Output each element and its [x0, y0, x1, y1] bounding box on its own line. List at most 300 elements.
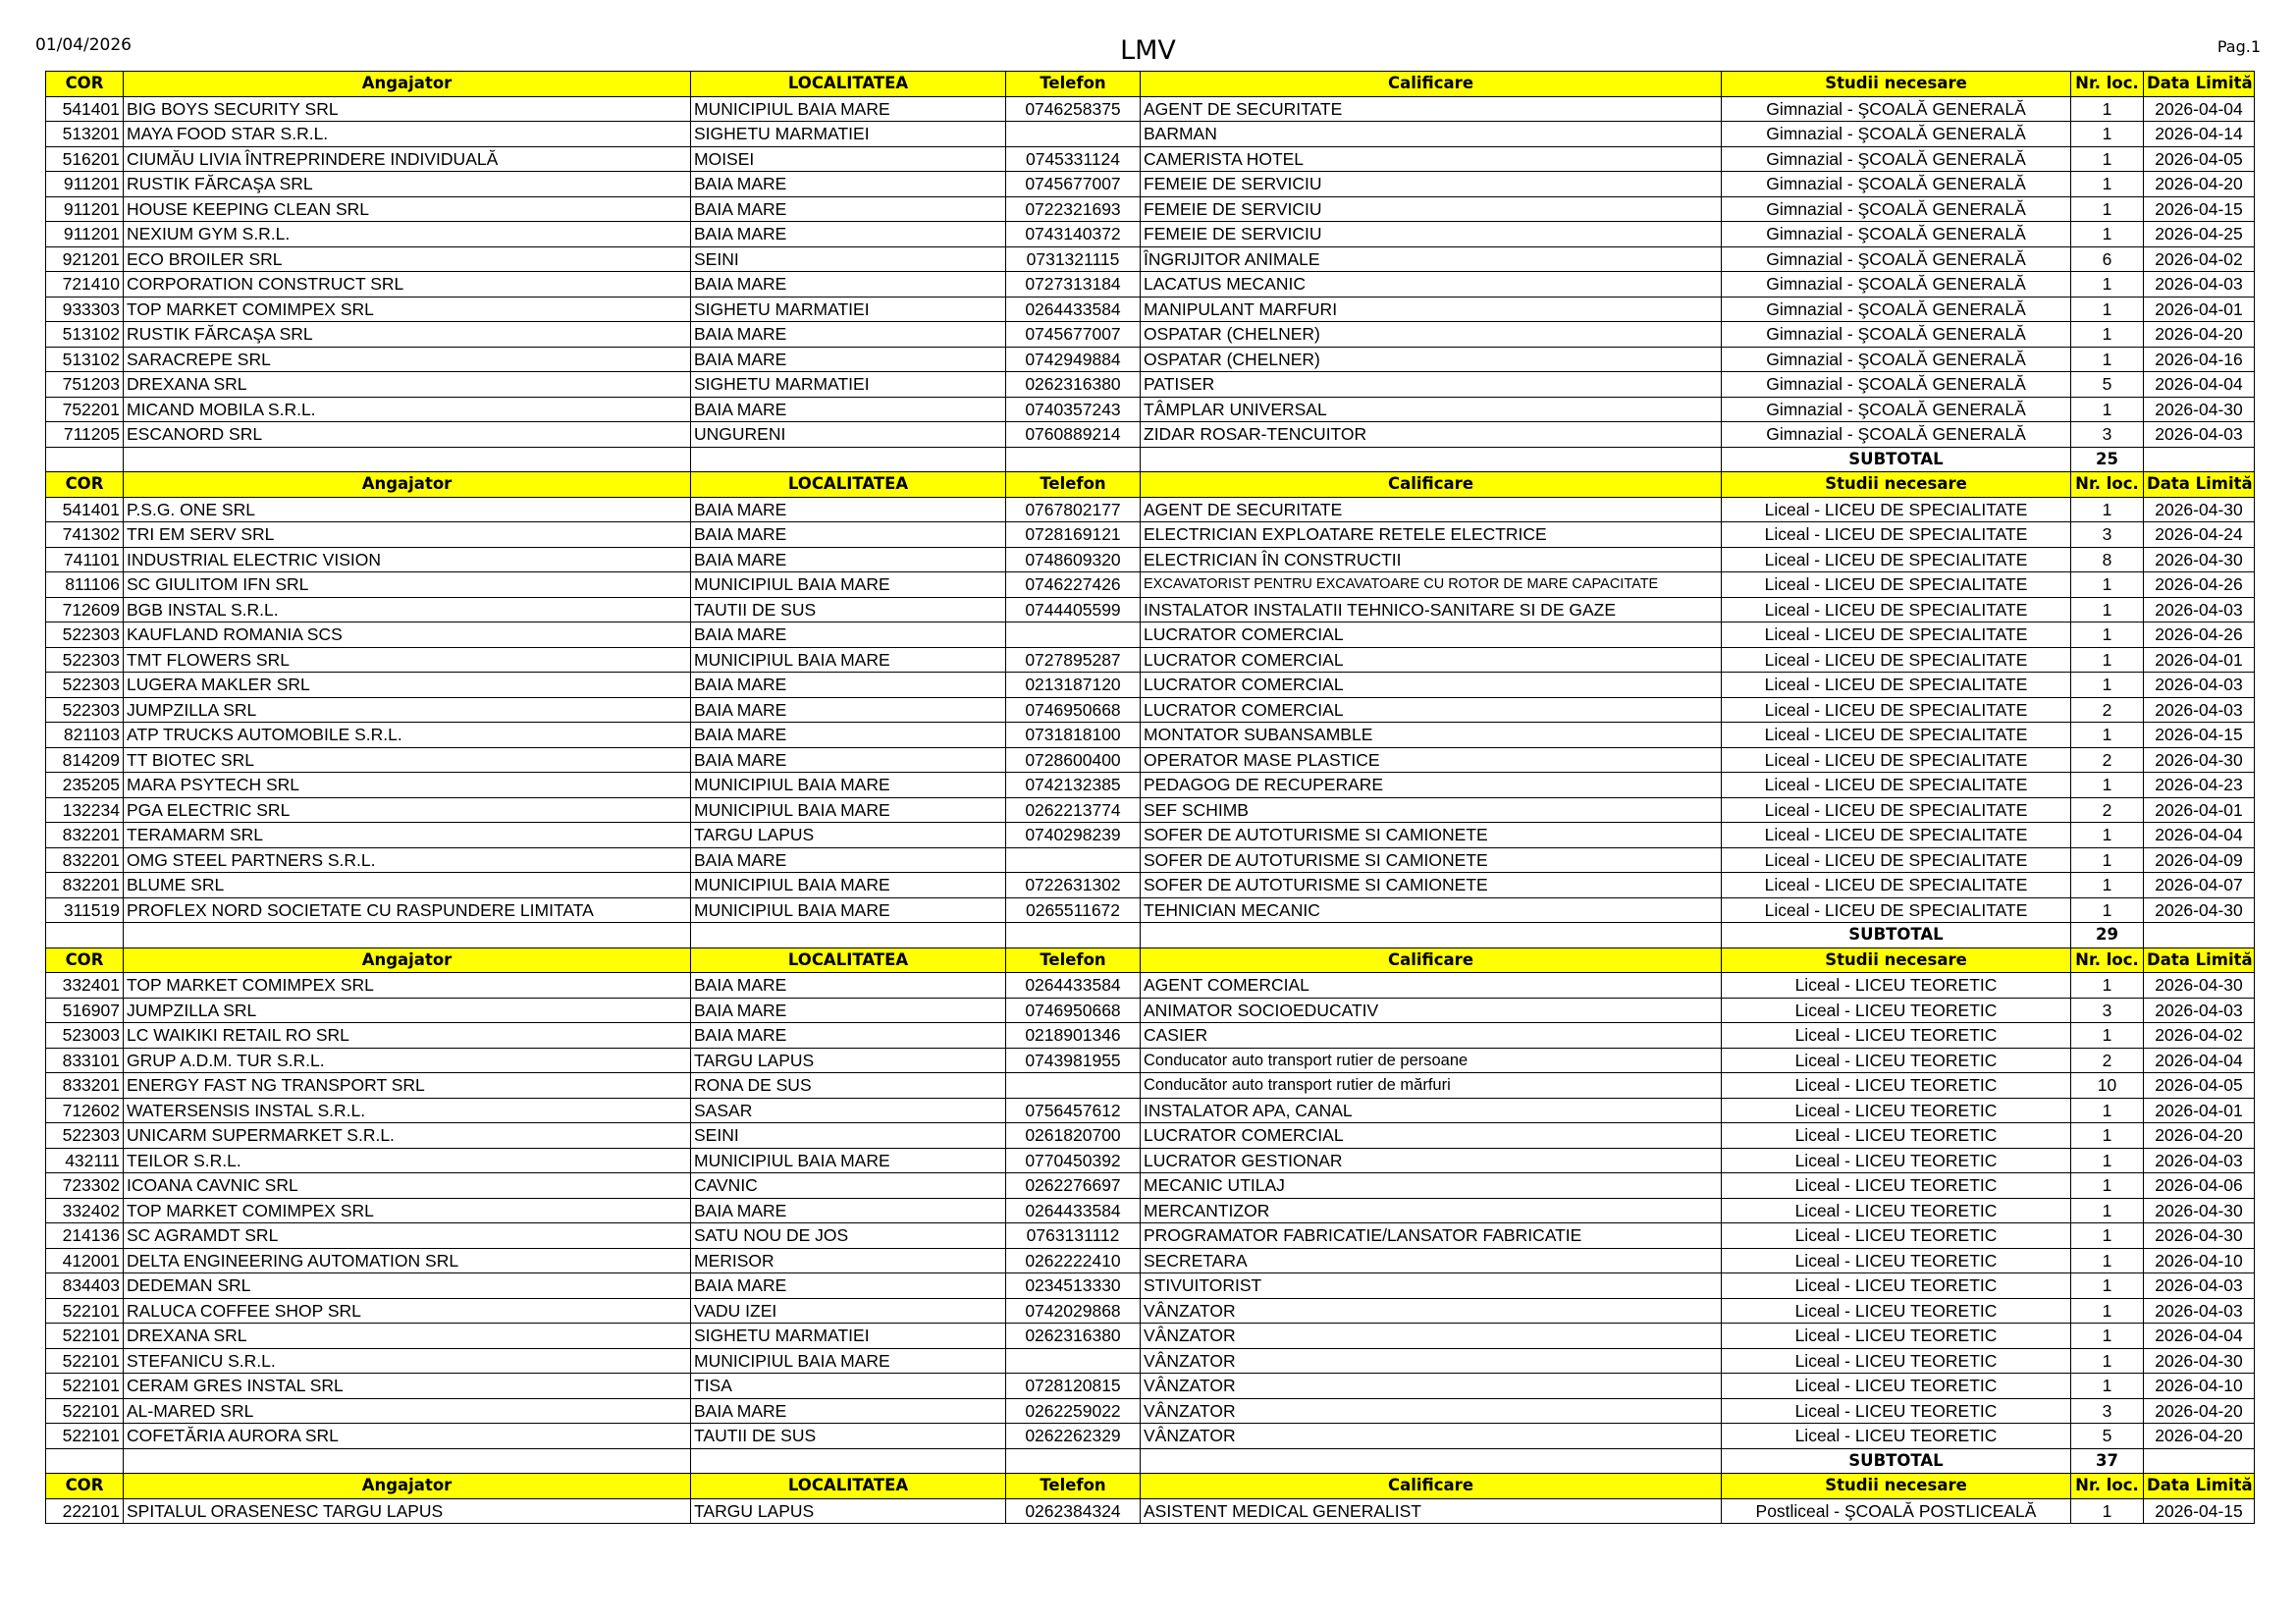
cell-data-limita: 2026-04-04: [2144, 1048, 2255, 1073]
table-row: [46, 697, 2255, 723]
table-row: [46, 747, 2255, 773]
cell-cor: 522101: [46, 1298, 124, 1324]
cell-calificare: STIVUITORIST: [1141, 1273, 1722, 1299]
cell-nr-loc: 1: [2071, 723, 2144, 748]
table-row: [46, 673, 2255, 698]
cell-data-limita: 2026-04-14: [2144, 122, 2255, 147]
table-row: [46, 1098, 2255, 1123]
table-row: [46, 773, 2255, 798]
cell-telefon: 0756457612: [1006, 1098, 1141, 1123]
table-row: [46, 497, 2255, 522]
col-header-calificare: Calificare: [1141, 1474, 1722, 1499]
table-row: [46, 322, 2255, 348]
cell-cor: 911201: [46, 196, 124, 222]
cell-telefon: 0728169121: [1006, 522, 1141, 548]
table-row: [46, 1398, 2255, 1424]
cell-angajator: ECO BROILER SRL: [124, 246, 691, 272]
cell-nr-loc: 1: [2071, 222, 2144, 247]
cell-calificare: INSTALATOR APA, CANAL: [1141, 1098, 1722, 1123]
cell-localitatea: BAIA MARE: [691, 1023, 1006, 1049]
cell-telefon: 0740298239: [1006, 823, 1141, 848]
cell-nr-loc: 3: [2071, 1398, 2144, 1424]
cell-localitatea: MUNICIPIUL BAIA MARE: [691, 797, 1006, 823]
cell-nr-loc: 1: [2071, 1248, 2144, 1273]
cell-calificare: SOFER DE AUTOTURISME SI CAMIONETE: [1141, 847, 1722, 873]
cell-angajator: UNICARM SUPERMARKET S.R.L.: [124, 1123, 691, 1149]
table-row: [46, 823, 2255, 848]
cell-studii: Gimnazial - ŞCOALĂ GENERALĂ: [1722, 122, 2071, 147]
cell-localitatea: BAIA MARE: [691, 322, 1006, 348]
cell-data-limita: 2026-04-09: [2144, 847, 2255, 873]
cell-angajator: DREXANA SRL: [124, 1324, 691, 1349]
cell-nr-loc: 1: [2071, 122, 2144, 147]
cell-telefon: 0262259022: [1006, 1398, 1141, 1424]
col-header-localitatea: LOCALITATEA: [691, 72, 1006, 97]
cell-nr-loc: 1: [2071, 1374, 2144, 1399]
cell-localitatea: MUNICIPIUL BAIA MARE: [691, 773, 1006, 798]
col-header-data-limita: Data Limită: [2144, 947, 2255, 973]
cell-telefon: 0727895287: [1006, 647, 1141, 673]
cell-nr-loc: 1: [2071, 1298, 2144, 1324]
cell-localitatea: UNGURENI: [691, 422, 1006, 448]
cell-data-limita: 2026-04-25: [2144, 222, 2255, 247]
cell-data-limita: 2026-04-05: [2144, 146, 2255, 172]
cell-studii: Liceal - LICEU DE SPECIALITATE: [1722, 522, 2071, 548]
cell-nr-loc: 6: [2071, 246, 2144, 272]
cell-angajator: TERAMARM SRL: [124, 823, 691, 848]
cell-calificare: VÂNZATOR: [1141, 1424, 1722, 1449]
cell-localitatea: BAIA MARE: [691, 723, 1006, 748]
cell-nr-loc: 1: [2071, 272, 2144, 298]
job-vacancies-table: [45, 71, 2255, 1524]
cell-angajator: JUMPZILLA SRL: [124, 998, 691, 1023]
header-row: [46, 1474, 2255, 1499]
cell-localitatea: MUNICIPIUL BAIA MARE: [691, 873, 1006, 898]
cell-angajator: ESCANORD SRL: [124, 422, 691, 448]
cell-nr-loc: 1: [2071, 1324, 2144, 1349]
table-row: [46, 1023, 2255, 1049]
cell-telefon: 0262213774: [1006, 797, 1141, 823]
cell-data-limita: 2026-04-23: [2144, 773, 2255, 798]
cell-data-limita: 2026-04-03: [2144, 1298, 2255, 1324]
col-header-calificare: Calificare: [1141, 472, 1722, 498]
cell-nr-loc: 1: [2071, 347, 2144, 372]
cell-studii: Liceal - LICEU TEORETIC: [1722, 1273, 2071, 1299]
cell-data-limita: 2026-04-30: [2144, 1198, 2255, 1223]
col-header-studii: Studii necesare: [1722, 472, 2071, 498]
table-row: [46, 146, 2255, 172]
cell-studii: Liceal - LICEU TEORETIC: [1722, 1298, 2071, 1324]
cell-studii: Liceal - LICEU TEORETIC: [1722, 1148, 2071, 1173]
cell-localitatea: MUNICIPIUL BAIA MARE: [691, 96, 1006, 122]
cell-telefon: 0727313184: [1006, 272, 1141, 298]
cell-telefon: 0731321115: [1006, 246, 1141, 272]
cell-nr-loc: 1: [2071, 196, 2144, 222]
cell-nr-loc: 1: [2071, 1498, 2144, 1524]
cell-localitatea: VADU IZEI: [691, 1298, 1006, 1324]
cell-cor: 522101: [46, 1348, 124, 1374]
col-header-angajator: Angajator: [124, 947, 691, 973]
cell-angajator: BGB INSTAL S.R.L.: [124, 597, 691, 623]
cell-nr-loc: 1: [2071, 146, 2144, 172]
cell-nr-loc: 1: [2071, 873, 2144, 898]
cell-angajator: COFETĂRIA AURORA SRL: [124, 1424, 691, 1449]
cell-localitatea: MUNICIPIUL BAIA MARE: [691, 1348, 1006, 1374]
table-row: [46, 1324, 2255, 1349]
cell-calificare: PEDAGOG DE RECUPERARE: [1141, 773, 1722, 798]
cell-angajator: CORPORATION CONSTRUCT SRL: [124, 272, 691, 298]
cell-calificare: Conducător auto transport rutier de mărfuri: [1141, 1073, 1722, 1099]
cell-cor: 522303: [46, 623, 124, 648]
empty-cell: [1006, 447, 1141, 472]
cell-angajator: MAYA FOOD STAR S.R.L.: [124, 122, 691, 147]
cell-telefon: 0728120815: [1006, 1374, 1141, 1399]
col-header-angajator: Angajator: [124, 1474, 691, 1499]
cell-localitatea: MUNICIPIUL BAIA MARE: [691, 572, 1006, 598]
cell-localitatea: MUNICIPIUL BAIA MARE: [691, 897, 1006, 923]
cell-data-limita: 2026-04-16: [2144, 347, 2255, 372]
cell-telefon: [1006, 623, 1141, 648]
cell-calificare: LUCRATOR COMERCIAL: [1141, 673, 1722, 698]
cell-angajator: BIG BOYS SECURITY SRL: [124, 96, 691, 122]
cell-angajator: HOUSE KEEPING CLEAN SRL: [124, 196, 691, 222]
cell-calificare: LUCRATOR COMERCIAL: [1141, 623, 1722, 648]
table-row: [46, 1173, 2255, 1199]
cell-telefon: 0746227426: [1006, 572, 1141, 598]
table-row: [46, 797, 2255, 823]
cell-angajator: ATP TRUCKS AUTOMOBILE S.R.L.: [124, 723, 691, 748]
cell-telefon: 0740357243: [1006, 397, 1141, 422]
cell-calificare: EXCAVATORIST PENTRU EXCAVATOARE CU ROTOR DE MARE CAPACITATE: [1141, 572, 1722, 598]
cell-calificare: ZIDAR ROSAR-TENCUITOR: [1141, 422, 1722, 448]
cell-studii: Liceal - LICEU DE SPECIALITATE: [1722, 797, 2071, 823]
cell-localitatea: SIGHETU MARMATIEI: [691, 297, 1006, 322]
cell-telefon: [1006, 847, 1141, 873]
cell-studii: Liceal - LICEU DE SPECIALITATE: [1722, 723, 2071, 748]
cell-studii: Gimnazial - ŞCOALĂ GENERALĂ: [1722, 246, 2071, 272]
cell-localitatea: BAIA MARE: [691, 747, 1006, 773]
cell-localitatea: TISA: [691, 1374, 1006, 1399]
cell-angajator: RUSTIK FĂRCAŞA SRL: [124, 172, 691, 197]
cell-calificare: VÂNZATOR: [1141, 1398, 1722, 1424]
cell-data-limita: 2026-04-30: [2144, 1223, 2255, 1249]
cell-angajator: TEILOR S.R.L.: [124, 1148, 691, 1173]
cell-telefon: [1006, 1073, 1141, 1099]
cell-cor: 513102: [46, 347, 124, 372]
cell-studii: Gimnazial - ŞCOALĂ GENERALĂ: [1722, 172, 2071, 197]
cell-cor: 811106: [46, 572, 124, 598]
cell-cor: 833201: [46, 1073, 124, 1099]
cell-studii: Liceal - LICEU DE SPECIALITATE: [1722, 673, 2071, 698]
cell-data-limita: 2026-04-01: [2144, 1098, 2255, 1123]
subtotal-label: SUBTOTAL: [1722, 1448, 2071, 1474]
cell-localitatea: TAUTII DE SUS: [691, 1424, 1006, 1449]
cell-data-limita: 2026-04-24: [2144, 522, 2255, 548]
cell-data-limita: 2026-04-15: [2144, 1498, 2255, 1524]
cell-localitatea: BAIA MARE: [691, 998, 1006, 1023]
cell-calificare: LUCRATOR COMERCIAL: [1141, 697, 1722, 723]
cell-cor: 522303: [46, 647, 124, 673]
cell-studii: Liceal - LICEU DE SPECIALITATE: [1722, 823, 2071, 848]
cell-cor: 911201: [46, 222, 124, 247]
cell-data-limita: 2026-04-03: [2144, 1148, 2255, 1173]
cell-localitatea: CAVNIC: [691, 1173, 1006, 1199]
cell-data-limita: 2026-04-03: [2144, 272, 2255, 298]
col-header-calificare: Calificare: [1141, 947, 1722, 973]
cell-calificare: ELECTRICIAN EXPLOATARE RETELE ELECTRICE: [1141, 522, 1722, 548]
cell-data-limita: 2026-04-04: [2144, 372, 2255, 398]
cell-studii: Liceal - LICEU DE SPECIALITATE: [1722, 647, 2071, 673]
cell-localitatea: MUNICIPIUL BAIA MARE: [691, 1148, 1006, 1173]
cell-nr-loc: 1: [2071, 297, 2144, 322]
table-row: [46, 1498, 2255, 1524]
page-number: Pag.1: [2216, 37, 2261, 56]
col-header-nr-loc: Nr. loc.: [2071, 947, 2144, 973]
cell-angajator: RALUCA COFFEE SHOP SRL: [124, 1298, 691, 1324]
subtotal-label: SUBTOTAL: [1722, 923, 2071, 948]
cell-data-limita: 2026-04-06: [2144, 1173, 2255, 1199]
cell-cor: 516201: [46, 146, 124, 172]
table-row: [46, 397, 2255, 422]
cell-angajator: INDUSTRIAL ELECTRIC VISION: [124, 547, 691, 572]
cell-nr-loc: 10: [2071, 1073, 2144, 1099]
table-row: [46, 847, 2255, 873]
header-row: [46, 72, 2255, 97]
cell-studii: Gimnazial - ŞCOALĂ GENERALĂ: [1722, 196, 2071, 222]
header-row: [46, 472, 2255, 498]
cell-calificare: MERCANTIZOR: [1141, 1198, 1722, 1223]
cell-angajator: ICOANA CAVNIC SRL: [124, 1173, 691, 1199]
cell-data-limita: 2026-04-30: [2144, 497, 2255, 522]
cell-cor: 235205: [46, 773, 124, 798]
cell-angajator: TOP MARKET COMIMPEX SRL: [124, 297, 691, 322]
cell-cor: 752201: [46, 397, 124, 422]
empty-cell: [1006, 1448, 1141, 1474]
cell-studii: Liceal - LICEU TEORETIC: [1722, 1374, 2071, 1399]
table-row: [46, 1248, 2255, 1273]
cell-nr-loc: 1: [2071, 397, 2144, 422]
cell-cor: 522101: [46, 1398, 124, 1424]
cell-studii: Liceal - LICEU TEORETIC: [1722, 1123, 2071, 1149]
cell-localitatea: TAUTII DE SUS: [691, 597, 1006, 623]
cell-data-limita: 2026-04-04: [2144, 823, 2255, 848]
table-row: [46, 623, 2255, 648]
cell-data-limita: 2026-04-20: [2144, 1424, 2255, 1449]
cell-data-limita: 2026-04-26: [2144, 623, 2255, 648]
cell-angajator: NEXIUM GYM S.R.L.: [124, 222, 691, 247]
col-header-telefon: Telefon: [1006, 472, 1141, 498]
cell-calificare: OPERATOR MASE PLASTICE: [1141, 747, 1722, 773]
cell-calificare: MECANIC UTILAJ: [1141, 1173, 1722, 1199]
empty-cell: [1006, 923, 1141, 948]
cell-studii: Gimnazial - ŞCOALĂ GENERALĂ: [1722, 322, 2071, 348]
subtotal-value: 37: [2071, 1448, 2144, 1474]
cell-localitatea: SIGHETU MARMATIEI: [691, 372, 1006, 398]
cell-data-limita: 2026-04-30: [2144, 897, 2255, 923]
cell-nr-loc: 3: [2071, 998, 2144, 1023]
cell-angajator: DEDEMAN SRL: [124, 1273, 691, 1299]
empty-cell: [46, 447, 124, 472]
cell-nr-loc: 1: [2071, 172, 2144, 197]
cell-cor: 522303: [46, 697, 124, 723]
cell-localitatea: BAIA MARE: [691, 347, 1006, 372]
cell-cor: 516907: [46, 998, 124, 1023]
cell-cor: 933303: [46, 297, 124, 322]
table-row: [46, 547, 2255, 572]
subtotal-value: 29: [2071, 923, 2144, 948]
cell-studii: Liceal - LICEU TEORETIC: [1722, 1098, 2071, 1123]
empty-cell: [2144, 923, 2255, 948]
cell-nr-loc: 1: [2071, 96, 2144, 122]
cell-calificare: VÂNZATOR: [1141, 1298, 1722, 1324]
col-header-nr-loc: Nr. loc.: [2071, 472, 2144, 498]
table-row: [46, 1123, 2255, 1149]
table-row: [46, 297, 2255, 322]
cell-data-limita: 2026-04-30: [2144, 1348, 2255, 1374]
cell-calificare: MANIPULANT MARFURI: [1141, 297, 1722, 322]
cell-telefon: 0770450392: [1006, 1148, 1141, 1173]
cell-calificare: LACATUS MECANIC: [1141, 272, 1722, 298]
cell-studii: Gimnazial - ŞCOALĂ GENERALĂ: [1722, 347, 2071, 372]
cell-studii: Liceal - LICEU DE SPECIALITATE: [1722, 497, 2071, 522]
cell-angajator: ENERGY FAST NG TRANSPORT SRL: [124, 1073, 691, 1099]
table-row: [46, 1073, 2255, 1099]
cell-data-limita: 2026-04-02: [2144, 1023, 2255, 1049]
cell-data-limita: 2026-04-01: [2144, 297, 2255, 322]
cell-nr-loc: 1: [2071, 322, 2144, 348]
table-row: [46, 597, 2255, 623]
cell-studii: Liceal - LICEU TEORETIC: [1722, 1198, 2071, 1223]
cell-localitatea: RONA DE SUS: [691, 1073, 1006, 1099]
cell-data-limita: 2026-04-03: [2144, 697, 2255, 723]
cell-localitatea: BAIA MARE: [691, 172, 1006, 197]
cell-data-limita: 2026-04-03: [2144, 998, 2255, 1023]
cell-telefon: 0262222410: [1006, 1248, 1141, 1273]
cell-studii: Gimnazial - ŞCOALĂ GENERALĂ: [1722, 297, 2071, 322]
cell-localitatea: BAIA MARE: [691, 847, 1006, 873]
table-row: [46, 998, 2255, 1023]
cell-telefon: 0265511672: [1006, 897, 1141, 923]
cell-calificare: CAMERISTA HOTEL: [1141, 146, 1722, 172]
empty-cell: [46, 923, 124, 948]
cell-studii: Liceal - LICEU TEORETIC: [1722, 973, 2071, 999]
cell-cor: 721410: [46, 272, 124, 298]
cell-studii: Liceal - LICEU TEORETIC: [1722, 1348, 2071, 1374]
empty-cell: [124, 447, 691, 472]
cell-studii: Liceal - LICEU TEORETIC: [1722, 1248, 2071, 1273]
empty-cell: [46, 1448, 124, 1474]
cell-telefon: 0262262329: [1006, 1424, 1141, 1449]
cell-studii: Gimnazial - ŞCOALĂ GENERALĂ: [1722, 372, 2071, 398]
cell-cor: 311519: [46, 897, 124, 923]
cell-calificare: ELECTRICIAN ÎN CONSTRUCTII: [1141, 547, 1722, 572]
col-header-cor: COR: [46, 947, 124, 973]
cell-data-limita: 2026-04-03: [2144, 1273, 2255, 1299]
cell-nr-loc: 3: [2071, 522, 2144, 548]
cell-cor: 712609: [46, 597, 124, 623]
cell-studii: Liceal - LICEU DE SPECIALITATE: [1722, 547, 2071, 572]
cell-studii: Gimnazial - ŞCOALĂ GENERALĂ: [1722, 397, 2071, 422]
cell-cor: 833101: [46, 1048, 124, 1073]
table-row: [46, 172, 2255, 197]
subtotal-row: [46, 923, 2255, 948]
col-header-angajator: Angajator: [124, 472, 691, 498]
cell-cor: 412001: [46, 1248, 124, 1273]
cell-calificare: PROGRAMATOR FABRICATIE/LANSATOR FABRICATIE: [1141, 1223, 1722, 1249]
cell-telefon: 0746258375: [1006, 96, 1141, 122]
cell-nr-loc: 1: [2071, 1173, 2144, 1199]
cell-data-limita: 2026-04-04: [2144, 1324, 2255, 1349]
cell-angajator: DELTA ENGINEERING AUTOMATION SRL: [124, 1248, 691, 1273]
empty-cell: [691, 447, 1006, 472]
cell-localitatea: SIGHETU MARMATIEI: [691, 1324, 1006, 1349]
empty-cell: [2144, 1448, 2255, 1474]
cell-telefon: 0262316380: [1006, 372, 1141, 398]
cell-angajator: SC AGRAMDT SRL: [124, 1223, 691, 1249]
cell-telefon: 0731818100: [1006, 723, 1141, 748]
cell-studii: Liceal - LICEU DE SPECIALITATE: [1722, 897, 2071, 923]
cell-telefon: 0264433584: [1006, 297, 1141, 322]
cell-angajator: TRI EM SERV SRL: [124, 522, 691, 548]
cell-data-limita: 2026-04-10: [2144, 1248, 2255, 1273]
cell-angajator: WATERSENSIS INSTAL S.R.L.: [124, 1098, 691, 1123]
cell-telefon: 0722631302: [1006, 873, 1141, 898]
table-body: [46, 72, 2255, 1524]
cell-data-limita: 2026-04-03: [2144, 422, 2255, 448]
cell-studii: Liceal - LICEU TEORETIC: [1722, 1223, 2071, 1249]
cell-cor: 832201: [46, 823, 124, 848]
cell-calificare: INSTALATOR INSTALATII TEHNICO-SANITARE SI DE GAZE: [1141, 597, 1722, 623]
cell-calificare: VÂNZATOR: [1141, 1348, 1722, 1374]
subtotal-row: [46, 447, 2255, 472]
cell-data-limita: 2026-04-01: [2144, 797, 2255, 823]
cell-localitatea: SATU NOU DE JOS: [691, 1223, 1006, 1249]
cell-telefon: 0744405599: [1006, 597, 1141, 623]
col-header-telefon: Telefon: [1006, 1474, 1141, 1499]
cell-nr-loc: 2: [2071, 747, 2144, 773]
cell-studii: Liceal - LICEU TEORETIC: [1722, 1324, 2071, 1349]
cell-angajator: TOP MARKET COMIMPEX SRL: [124, 973, 691, 999]
cell-telefon: 0767802177: [1006, 497, 1141, 522]
cell-calificare: CASIER: [1141, 1023, 1722, 1049]
col-header-data-limita: Data Limită: [2144, 472, 2255, 498]
table-row: [46, 372, 2255, 398]
cell-localitatea: TARGU LAPUS: [691, 823, 1006, 848]
cell-data-limita: 2026-04-04: [2144, 96, 2255, 122]
cell-angajator: TT BIOTEC SRL: [124, 747, 691, 773]
cell-studii: Liceal - LICEU DE SPECIALITATE: [1722, 697, 2071, 723]
cell-telefon: 0743981955: [1006, 1048, 1141, 1073]
cell-calificare: SECRETARA: [1141, 1248, 1722, 1273]
cell-nr-loc: 1: [2071, 773, 2144, 798]
subtotal-label: SUBTOTAL: [1722, 447, 2071, 472]
empty-cell: [1141, 923, 1722, 948]
cell-studii: Liceal - LICEU DE SPECIALITATE: [1722, 773, 2071, 798]
col-header-studii: Studii necesare: [1722, 1474, 2071, 1499]
col-header-nr-loc: Nr. loc.: [2071, 72, 2144, 97]
cell-telefon: 0746950668: [1006, 998, 1141, 1023]
cell-data-limita: 2026-04-20: [2144, 1398, 2255, 1424]
cell-studii: Liceal - LICEU DE SPECIALITATE: [1722, 747, 2071, 773]
cell-angajator: TOP MARKET COMIMPEX SRL: [124, 1198, 691, 1223]
cell-localitatea: BAIA MARE: [691, 272, 1006, 298]
cell-telefon: [1006, 1348, 1141, 1374]
col-header-studii: Studii necesare: [1722, 72, 2071, 97]
cell-telefon: 0728600400: [1006, 747, 1141, 773]
cell-calificare: TÂMPLAR UNIVERSAL: [1141, 397, 1722, 422]
cell-nr-loc: 1: [2071, 673, 2144, 698]
table-row: [46, 196, 2255, 222]
